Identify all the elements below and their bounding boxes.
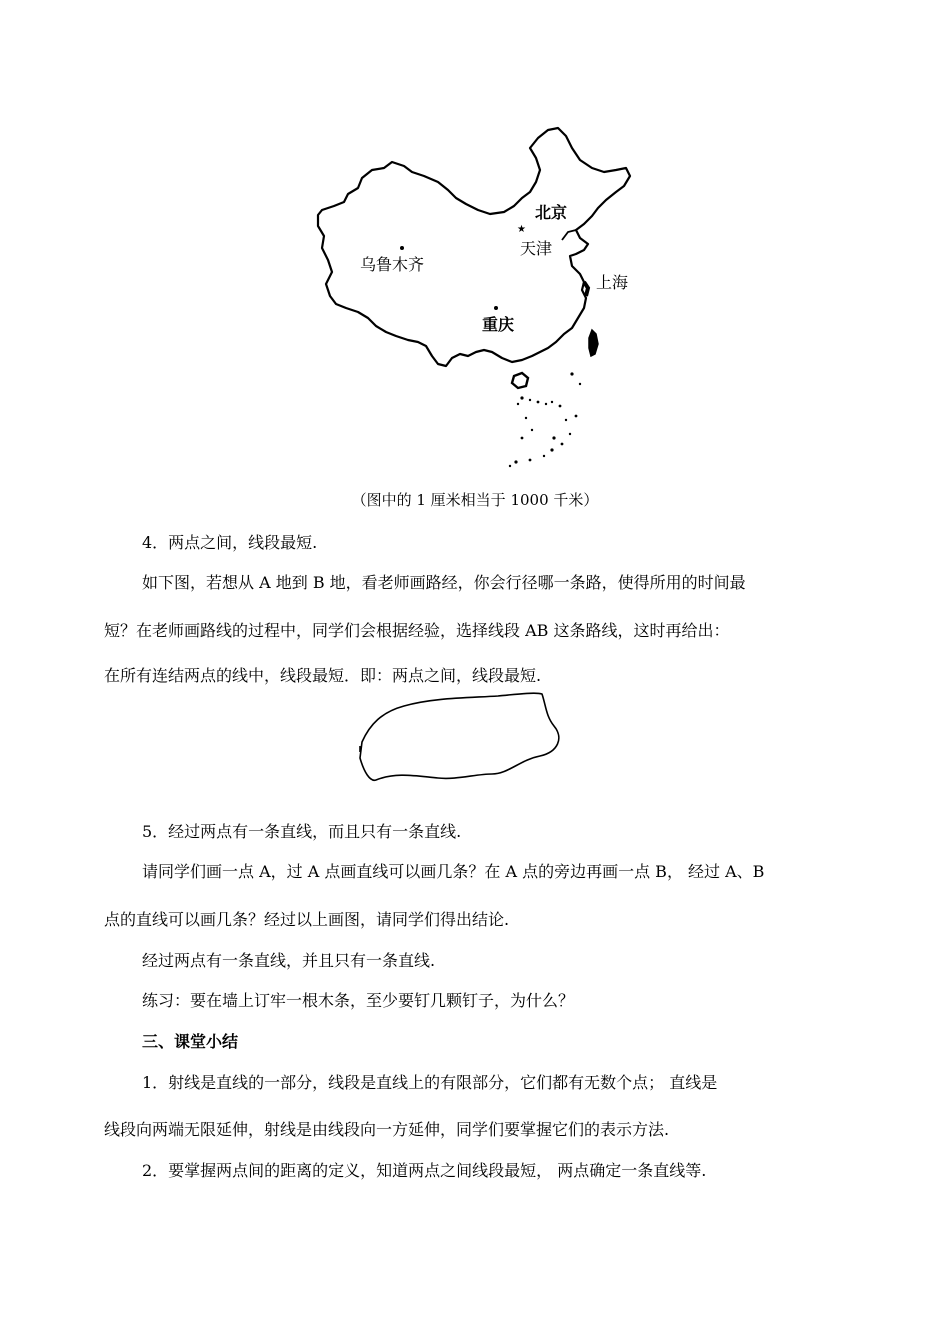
paragraph-line: 如下图，若想从 A 地到 B 地，看老师画路经，你会行径哪一条路，使得所用的时间最 xyxy=(142,573,746,592)
china-outline xyxy=(318,128,630,366)
point-5-heading: 5．经过两点有一条直线，而且只有一条直线. xyxy=(142,822,462,841)
route-shape-figure xyxy=(352,686,568,786)
china-map xyxy=(300,120,650,475)
exercise-line: 练习：要在墙上订牢一根木条，至少要钉几颗钉子，为什么？ xyxy=(142,991,575,1010)
map-caption: （图中的 1 厘米相当于 1000 千米） xyxy=(351,491,599,509)
label-beijing: 北京 xyxy=(535,203,568,222)
paragraph-line: 请同学们画一点 A，过 A 点画直线可以画几条？在 A 点的旁边再画一点 B， 经过 A、B xyxy=(142,862,765,881)
bohai-bay xyxy=(562,230,576,240)
point-4-heading: 4．两点之间，线段最短. xyxy=(142,533,318,552)
label-chongqing: 重庆 xyxy=(482,315,515,334)
chongqing-marker xyxy=(494,306,498,310)
taiwan-island xyxy=(589,330,598,356)
summary-item-2: 2．要掌握两点间的距离的定义，知道两点之间线段最短， 两点确定一条直线等. xyxy=(142,1161,707,1180)
summary-item-1-cont: 线段向两端无限延伸，射线是由线段向一方延伸，同学们要掌握它们的表示方法. xyxy=(104,1120,670,1139)
paragraph-line: 短？在老师画路线的过程中，同学们会根据经验，选择线段 AB 这条路线，这时再给出： xyxy=(104,621,730,640)
summary-item-1: 1．射线是直线的一部分，线段是直线上的有限部分，它们都有无数个点； 直线是 xyxy=(142,1073,718,1092)
label-urumqi: 乌鲁木齐 xyxy=(360,255,425,274)
urumqi-marker xyxy=(400,246,404,250)
beijing-star: ★ xyxy=(517,224,526,235)
conclusion-line: 经过两点有一条直线，并且只有一条直线. xyxy=(142,951,436,970)
paragraph-line: 在所有连结两点的线中，线段最短．即：两点之间，线段最短. xyxy=(104,666,542,685)
section-heading-summary: 三、课堂小结 xyxy=(142,1032,239,1051)
hainan-island xyxy=(512,373,528,388)
shanghai-coast xyxy=(584,282,588,296)
paragraph-line: 点的直线可以画几条？经过以上画图，请同学们得出结论. xyxy=(104,910,510,929)
label-shanghai: 上海 xyxy=(596,273,629,292)
label-tianjin: 天津 xyxy=(520,239,553,258)
irregular-closed-curve xyxy=(360,693,559,780)
